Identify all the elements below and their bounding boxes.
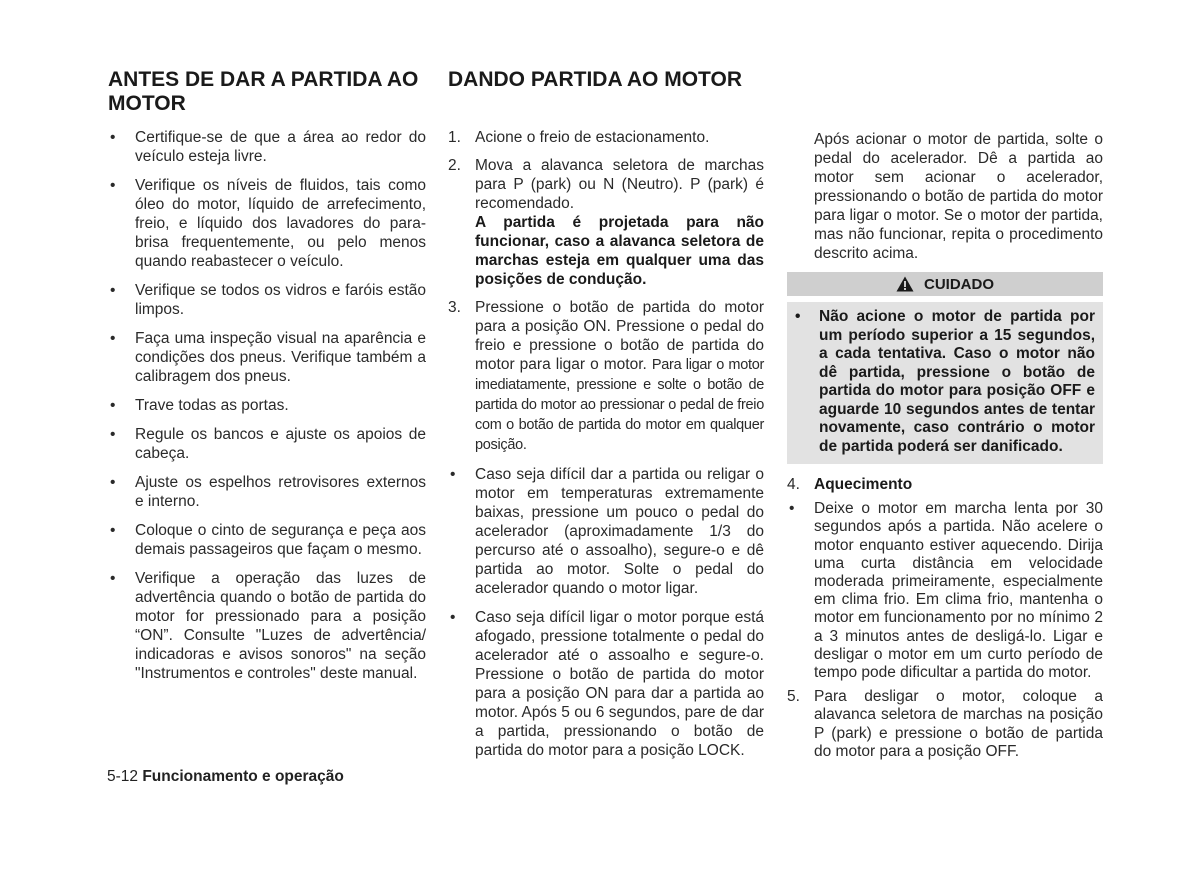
caution-panel [787, 272, 1103, 464]
step-1: 1. Acione o freio de estacionamento. [448, 129, 710, 146]
steps-list-continued [787, 476, 1103, 494]
footer-section-title: Funcionamento e operação [142, 768, 344, 785]
bullet-icon: • [110, 177, 116, 194]
list-item: • Caso seja difícil ligar o motor porque está afogado, pressione totalmente o pedal do acelerador até o assoalho e segure-o. Pressione o botão de partida do motor para a posição ON para dar a partida ao motor. Após 5 ou 6 segundos, pare de dar a partida, pressionando o botão de partida do motor para a posição LOCK. [450, 609, 764, 759]
bullet-icon: • [789, 500, 795, 518]
bullet-icon: • [450, 609, 456, 626]
list-item: • Deixe o motor em marcha lenta por 30 segundos após a partida. Não acelere o motor enquanto estiver aquecendo. Dirija uma curta distância em velocidade moderada primeiramente, especialmente em clima frio. Em clima frio, mantenha o motor em funcionamento por no mínimo 2 a 3 minutos antes de desligá-lo. Ligar e desligar o motor em um curto período de tempo pode dificultar a partida do motor. [789, 500, 1103, 682]
list-item: • Regule os bancos e ajuste os apoios de cabeça. [110, 426, 426, 462]
step-2-warning: A partida é projetada para não funcionar, caso a alavanca seletora de marchas esteja em qualquer uma das posições de condução. [475, 214, 764, 288]
warmup-tips [787, 500, 1103, 682]
list-item: • Certifique-se de que a área ao redor do veículo esteja livre. [110, 129, 426, 165]
step-3: 3. Pressione o botão de partida do motor para a posição ON. Pressione o pedal do freio e pressione o botão de partida do motor para ligar o motor. Para ligar o motor imediatamente, pressione e solte o botão de partida do motor ao pressionar o pedal de freio com o botão de partida do motor em qualquer posição. [448, 299, 764, 453]
bullet-icon: • [795, 308, 801, 325]
page-footer [107, 768, 344, 786]
step-3-note: Para ligar o motor imediatamente, pressione e solte o botão de partida do motor ao pressionar o pedal de freio com o botão de partida do motor em qualquer posição. [475, 357, 764, 453]
bullet-icon: • [110, 282, 116, 299]
page-number: 5-12 [107, 768, 139, 785]
list-item: • Faça uma inspeção visual na aparência e condições dos pneus. Verifique também a calibragem dos pneus. [110, 330, 426, 385]
bullet-icon: • [110, 426, 116, 443]
list-item: • Verifique a operação das luzes de advertência quando o botão de partida do motor for pressionado para a posição “ON”. Consulte "Luzes de advertência/ indicadoras e avisos sonoros" na seção "Instrumentos e controles" deste manual. [110, 570, 426, 682]
steps-list [448, 128, 764, 455]
bullet-icon: • [110, 474, 116, 491]
step-5: 5. Para desligar o motor, coloque a alavanca seletora de marchas na posição P (park) e pressione o botão de partida do motor para a posição OFF. [787, 688, 1103, 760]
list-item: • Ajuste os espelhos retrovisores externos e interno. [110, 474, 426, 510]
steps-list-final [787, 688, 1103, 761]
bullet-icon: • [110, 330, 116, 347]
further-steps [787, 476, 1103, 770]
step-4: 4. Aquecimento [787, 476, 913, 493]
list-item: • Verifique se todos os vidros e faróis estão limpos. [110, 282, 426, 318]
starting-steps [448, 128, 764, 770]
bullet-icon: • [110, 570, 116, 587]
list-item: • Verifique os níveis de fluidos, tais como óleo do motor, líquido de arrefecimento, freio, e líquido dos lavadores do para-brisa frequentemente, ou pelo menos quando reabastecer o veículo. [110, 177, 426, 270]
step-4-title: Aquecimento [814, 476, 913, 493]
continuation-text: Após acionar o motor de partida, solte o pedal do acelerador. Dê a partida ao motor sem acionar o acelerador, pressionando o botão de partida do motor para ligar o motor. Se o motor der partida, mas não funcionar, repita o procedimento descrito acima. [814, 131, 1103, 262]
bullet-icon: • [110, 397, 116, 414]
starting-tips [448, 465, 764, 760]
caution-header [787, 272, 1103, 296]
bullet-icon: • [110, 522, 116, 539]
bullet-icon: • [450, 466, 456, 483]
section-heading-before-start: ANTES DE DAR A PARTIDA AO MOTOR [108, 68, 419, 115]
warning-triangle-icon [896, 276, 914, 292]
list-item: • Trave todas as portas. [110, 397, 289, 414]
caution-title: CUIDADO [924, 275, 994, 293]
section-heading-starting-engine: DANDO PARTIDA AO MOTOR [448, 68, 742, 91]
caution-body [787, 302, 1103, 464]
step-2: 2. Mova a alavanca seletora de marchas para P (park) ou N (Neutro). P (park) é recomendado. A partida é projetada para não funcionar, caso a alavanca seletora de marchas esteja em qualquer uma das posições de condução. [448, 157, 764, 288]
pre-start-checklist [108, 128, 426, 693]
bullet-icon: • [110, 129, 116, 146]
list-item: • Coloque o cinto de segurança e peça aos demais passageiros que façam o mesmo. [110, 522, 426, 558]
caution-item: • Não acione o motor de partida por um período superior a 15 segundos, a cada tentativa. Caso o motor não dê partida, pressione o botão de partida do motor para posição OFF e aguarde 10 segundos antes de tentar novamente, caso contrário o motor de partida poderá ser danificado. [795, 308, 1095, 455]
list-item: • Caso seja difícil dar a partida ou religar o motor em temperaturas extremamente baixas, pressione um pouco o pedal do acelerador (aproximadamente 1/3 do percurso até o assoalho), segure-o e dê partida ao motor. Solte o pedal do acelerador quando o motor ligar. [450, 466, 764, 597]
